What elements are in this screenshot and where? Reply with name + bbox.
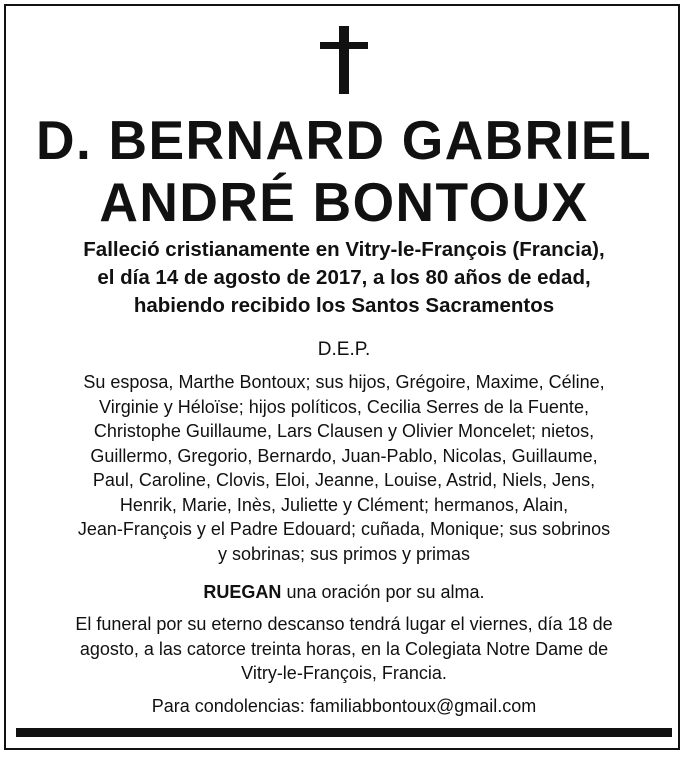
family-line: Su esposa, Marthe Bontoux; sus hijos, Grégoire, Maxime, Céline, xyxy=(83,372,605,392)
funeral-line: agosto, a las catorce treinta horas, en la Colegiata Notre Dame de xyxy=(79,638,609,659)
family-list xyxy=(22,370,666,566)
family-line: Guillermo, Gregorio, Bernardo, Juan-Pablo, Nicolas, Guillaume, xyxy=(90,445,598,466)
prayer-text: una oración por su alma. xyxy=(281,582,485,602)
deceased-name-line-1: D. BERNARD GABRIEL xyxy=(35,109,653,171)
dep-text: D.E.P. xyxy=(317,339,371,360)
death-announcement xyxy=(0,236,688,320)
prayer-request xyxy=(0,580,688,604)
family-line: Christophe Guillaume, Lars Clausen y Olivier Moncelet; nietos, xyxy=(93,421,595,441)
family-line: Jean-François y el Padre Edouard; cuñada, Monique; sus sobrinos xyxy=(77,519,611,539)
announcement-line: el día 14 de agosto de 2017, a los 80 años de edad, xyxy=(97,266,591,289)
announcement-line: Falleció cristianamente en Vitry-le-François (Francia), xyxy=(83,238,605,261)
funeral-line: El funeral por su eterno descanso tendrá lugar el viernes, día 18 de xyxy=(75,614,613,634)
announcement-line: habiendo recibido los Santos Sacramentos xyxy=(133,294,555,317)
family-line: Virginie y Héloïse; hijos políticos, Cecilia Serres de la Fuente, xyxy=(99,396,589,417)
deceased-name-line-2: ANDRÉ BONTOUX xyxy=(99,171,589,233)
latin-cross-icon xyxy=(320,26,368,94)
funeral-line: Vitry-le-François, Francia. xyxy=(241,663,447,683)
family-line: Paul, Caroline, Clovis, Eloi, Jeanne, Louise, Astrid, Niels, Jens, xyxy=(92,470,596,490)
family-line: Henrik, Marie, Inès, Juliette y Clément; hermanos, Alain, xyxy=(119,494,569,515)
funeral-info xyxy=(16,612,672,686)
ruegan-label: RUEGAN xyxy=(203,582,282,602)
bottom-rule xyxy=(16,728,672,737)
family-line: y sobrinas; sus primos y primas xyxy=(217,543,471,564)
condolences-contact: Para condolencias: familiabbontoux@gmail.com xyxy=(151,696,537,716)
